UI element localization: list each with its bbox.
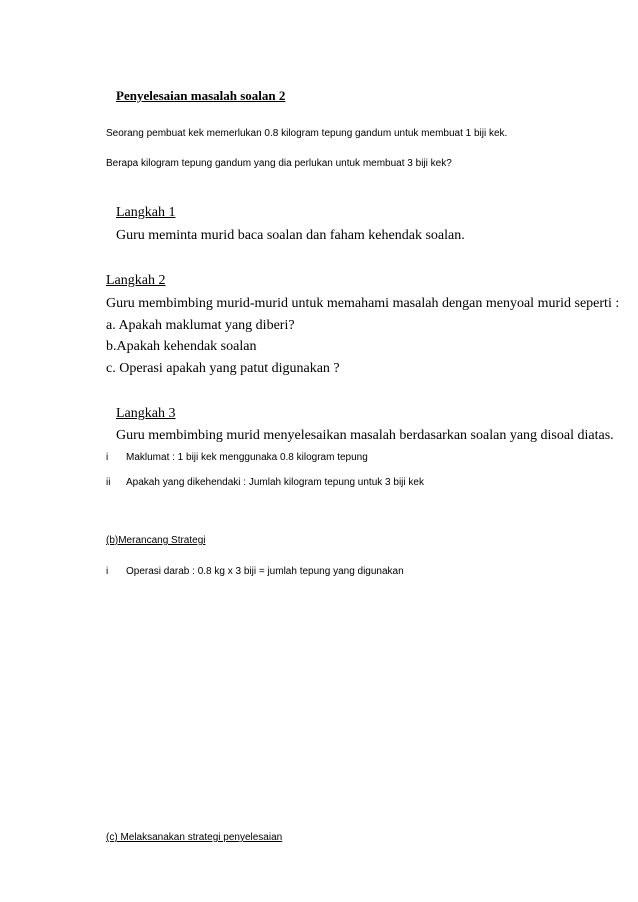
list-item-text: Maklumat : 1 biji kek menggunaka 0.8 kilogram tepung bbox=[126, 452, 368, 463]
list-marker: i bbox=[106, 566, 109, 577]
execute-heading: (c) Melaksanakan strategi penyelesaian bbox=[106, 832, 283, 843]
document-title: Penyelesaian masalah soalan 2 bbox=[116, 88, 286, 103]
list-item-text: Operasi darab : 0.8 kg x 3 biji = jumlah tepung yang digunakan bbox=[126, 566, 404, 577]
step-3-text: Guru membimbing murid menyelesaikan masalah berdasarkan soalan yang disoal diatas. bbox=[116, 428, 614, 443]
strategy-heading: (b)Merancang Strategi bbox=[106, 535, 206, 546]
step-2-heading: Langkah 2 bbox=[106, 273, 166, 288]
question-line-2: Berapa kilogram tepung gandum yang dia perlukan untuk membuat 3 biji kek? bbox=[106, 158, 452, 169]
step-3-heading: Langkah 3 bbox=[116, 406, 176, 421]
question-line-1: Seorang pembuat kek memerlukan 0.8 kilogram tepung gandum untuk membuat 1 biji kek. bbox=[106, 128, 508, 139]
step-1-text: Guru meminta murid baca soalan dan faham kehendak soalan. bbox=[116, 228, 465, 243]
step-2-text: Guru membimbing murid-murid untuk memahami masalah dengan menyoal murid seperti : bbox=[106, 296, 620, 311]
step-2-question-a: a. Apakah maklumat yang diberi? bbox=[106, 318, 295, 333]
list-item-text: Apakah yang dikehendaki : Jumlah kilogram tepung untuk 3 biji kek bbox=[126, 477, 424, 488]
list-marker: i bbox=[106, 452, 109, 463]
step-2-question-b: b.Apakah kehendak soalan bbox=[106, 339, 257, 354]
step-2-question-c: c. Operasi apakah yang patut digunakan ? bbox=[106, 361, 340, 376]
step-1-heading: Langkah 1 bbox=[116, 205, 176, 220]
list-marker: ii bbox=[106, 477, 111, 488]
